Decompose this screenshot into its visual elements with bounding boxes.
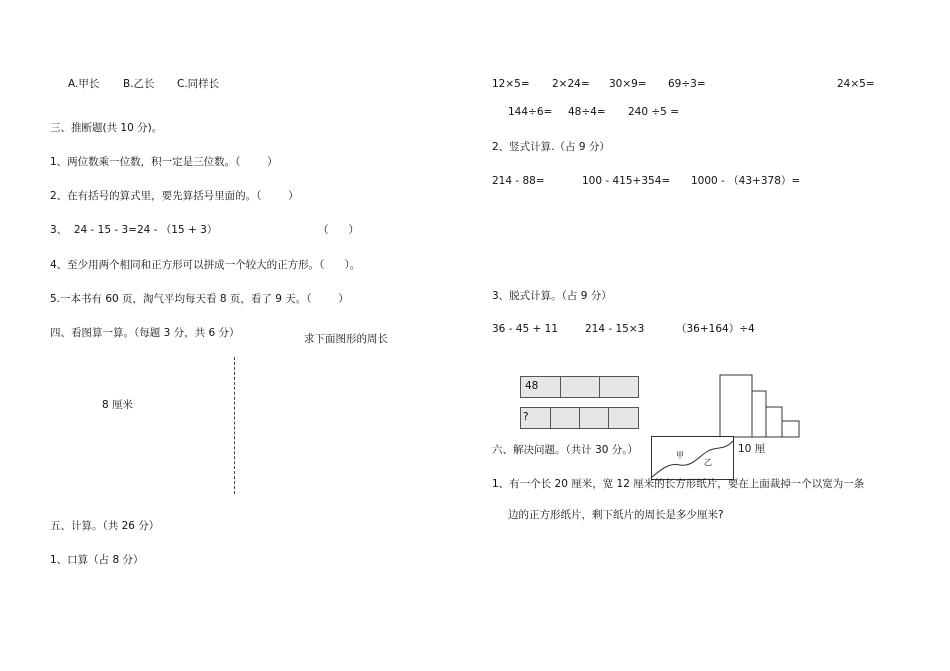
oral-item: 2×24= [552, 78, 590, 90]
oral-calc-title: 1、口算（占 8 分） [50, 554, 144, 566]
bar-divider [579, 408, 580, 428]
step-calc-title: 3、脱式计算。（占 9 分） [492, 290, 612, 302]
bar-divider [599, 377, 600, 397]
bar-diagram-bottom [520, 407, 639, 429]
curve-divider [652, 437, 733, 479]
staircase-figure [718, 373, 802, 439]
vertical-item: 1000 - （43+378）= [691, 175, 801, 187]
bar-divider [608, 408, 609, 428]
label-10cm: 10 厘 [738, 443, 766, 455]
vertical-item: 214 - 88= [492, 175, 545, 187]
dashed-divider [234, 357, 235, 494]
question-3-3: 3、 24 - 15 - 3=24 - （15 + 3） [50, 224, 218, 236]
bar-bottom-label: ? [523, 411, 529, 423]
step-item: 36 - 45 + 11 [492, 323, 559, 335]
oral-item: 12×5= [492, 78, 530, 90]
oral-item: 240 ÷5 = [628, 106, 679, 118]
bar-divider [550, 408, 551, 428]
shape-jia-label: 甲 [676, 451, 684, 460]
choice-a: A.甲长 [68, 78, 100, 90]
oral-item: 24×5= [837, 78, 875, 90]
vertical-item: 100 - 415+354= [582, 175, 671, 187]
vertical-calc-title: 2、竖式计算.（占 9 分） [492, 141, 610, 153]
shape-yi-label: 乙 [704, 458, 712, 467]
step-item: 214 - 15×3 [585, 323, 645, 335]
section5-title: 五、计算。（共 26 分） [50, 520, 160, 532]
question-3-3-blank: （ ） [318, 224, 360, 236]
bar-diagram-top [520, 376, 639, 398]
bar-divider [560, 377, 561, 397]
oral-item: 144÷6= [508, 106, 553, 118]
section6-title: 六、解决问题。（共计 30 分。） [492, 444, 639, 456]
question-3-5: 5.一本书有 60 页，淘气平均每天看 8 页，看了 9 天。（ ） [50, 293, 349, 305]
section4-title: 四、看图算一算。（每题 3 分，共 6 分） [50, 327, 240, 339]
label-8cm: 8 厘米 [102, 399, 134, 411]
shape-jia-yi-figure [651, 436, 734, 480]
step-item: （36+164）÷4 [676, 323, 755, 335]
question-6-1-cont: 边的正方形纸片，剩下纸片的周长是多少厘米? [508, 509, 724, 521]
choice-b: B.乙长 [123, 78, 155, 90]
question-3-2: 2、在有括号的算式里，要先算括号里面的。（ ） [50, 190, 299, 202]
question-3-4: 4、至少用两个相同和正方形可以拼成一个较大的正方形。（ ）。 [50, 259, 361, 271]
choice-c: C.同样长 [177, 78, 220, 90]
oral-item: 69÷3= [668, 78, 706, 90]
bar-top-label: 48 [525, 380, 539, 392]
question-6-1: 1、有一个长 20 厘米，宽 12 厘米的长方形纸片，要在上面裁掉一个以宽为一条 [492, 478, 865, 490]
section3-title: 三、推断题(共 10 分)。 [50, 122, 163, 134]
oral-item: 48÷4= [568, 106, 606, 118]
question-3-1: 1、两位数乘一位数，积一定是三位数。（ ） [50, 156, 278, 168]
perimeter-prompt: 求下面图形的周长 [304, 333, 388, 345]
oral-item: 30×9= [609, 78, 647, 90]
